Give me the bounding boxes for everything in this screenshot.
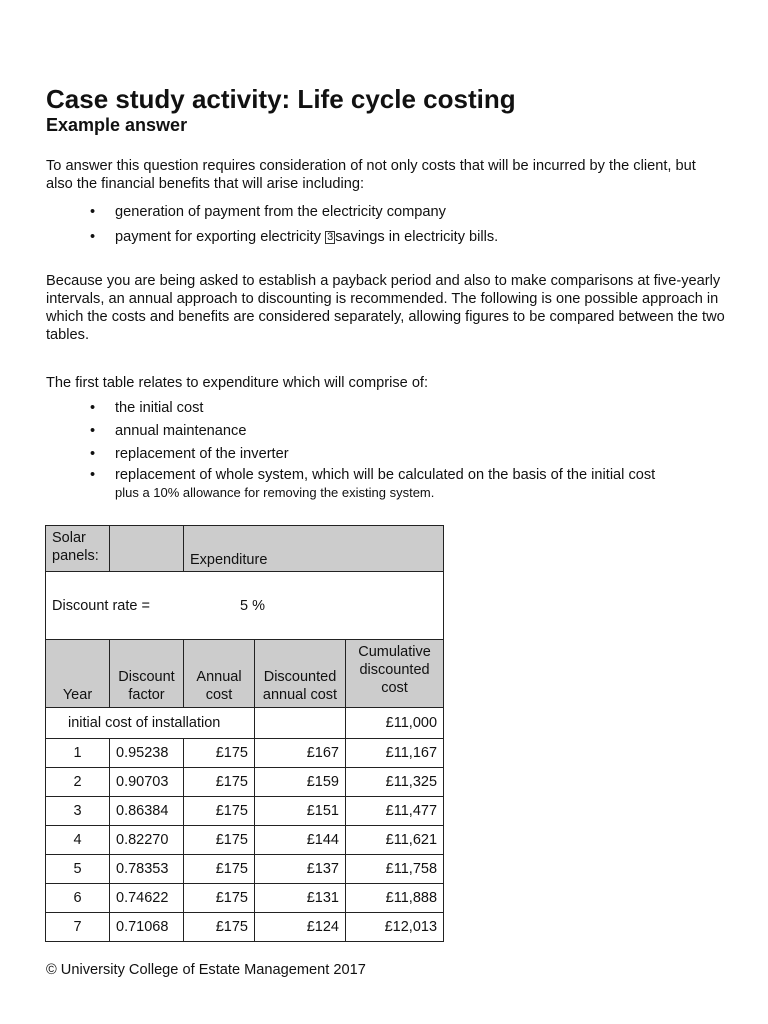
table-label-cell: Solar panels: xyxy=(46,526,110,572)
table-row: 1 0.95238 £175 £167 £11,167 xyxy=(46,739,444,768)
approach-paragraph: Because you are being asked to establish a payback period and also to make comparisons at five-yearly intervals, an annual approach to discounting is recommended. The following is one possible approach in which the costs and benefits are considered separately, allowing figures to be compared between the two tables. xyxy=(46,273,725,343)
list-item: • replacement of the inverter xyxy=(90,443,655,466)
header-annual: Annual cost xyxy=(184,640,255,708)
discount-value: 5 % xyxy=(240,597,265,614)
list-item: • the initial cost xyxy=(90,397,655,420)
table-row: 7 0.71068 £175 £124 £12,013 xyxy=(46,913,444,942)
expenditure-list xyxy=(90,397,655,502)
header-row xyxy=(46,640,444,708)
table-row: 2 0.90703 £175 £159 £11,325 xyxy=(46,768,444,797)
expenditure-table xyxy=(45,525,444,942)
table-row: 6 0.74622 £175 £131 £11,888 xyxy=(46,884,444,913)
table-row xyxy=(46,708,444,739)
section-heading: Expenditure xyxy=(184,526,444,572)
table-row: 3 0.86384 £175 £151 £11,477 xyxy=(46,797,444,826)
table-row: 4 0.82270 £175 £144 £11,621 xyxy=(46,826,444,855)
header-year: Year xyxy=(46,640,110,708)
initial-cost-label: initial cost of installation xyxy=(46,708,255,739)
benefits-list xyxy=(90,200,498,250)
list-item: • replacement of whole system, which will be calculated on the basis of the initial cost plus a 10% allowance for removing the existing system. xyxy=(90,466,655,502)
list-item: • generation of payment from the electricity company xyxy=(90,200,498,225)
list-item: • payment for exporting electricity 3 savings in electricity bills. xyxy=(90,225,498,250)
header-discounted: Discounted annual cost xyxy=(255,640,346,708)
page-subtitle: Example answer xyxy=(46,115,188,135)
header-factor: Discount factor xyxy=(110,640,184,708)
initial-cost-value: £11,000 xyxy=(346,708,444,739)
page-title: Case study activity: Life cycle costing xyxy=(46,84,516,114)
copyright-footer: © University College of Estate Management 2017 xyxy=(46,962,366,978)
first-table-intro: The first table relates to expenditure which will comprise of: xyxy=(46,375,429,391)
intro-paragraph: To answer this question requires consideration of not only costs that will be incurred by the client, but also the financial benefits that will arise including: xyxy=(46,158,696,192)
discount-label: Discount rate = xyxy=(52,597,150,614)
table-row: 5 0.78353 £175 £137 £11,758 xyxy=(46,855,444,884)
list-item: • annual maintenance xyxy=(90,420,655,443)
discount-rate-row xyxy=(46,572,444,640)
header-cumulative: Cumulative discounted cost xyxy=(346,640,444,708)
missing-glyph-icon: 3 xyxy=(327,231,334,243)
